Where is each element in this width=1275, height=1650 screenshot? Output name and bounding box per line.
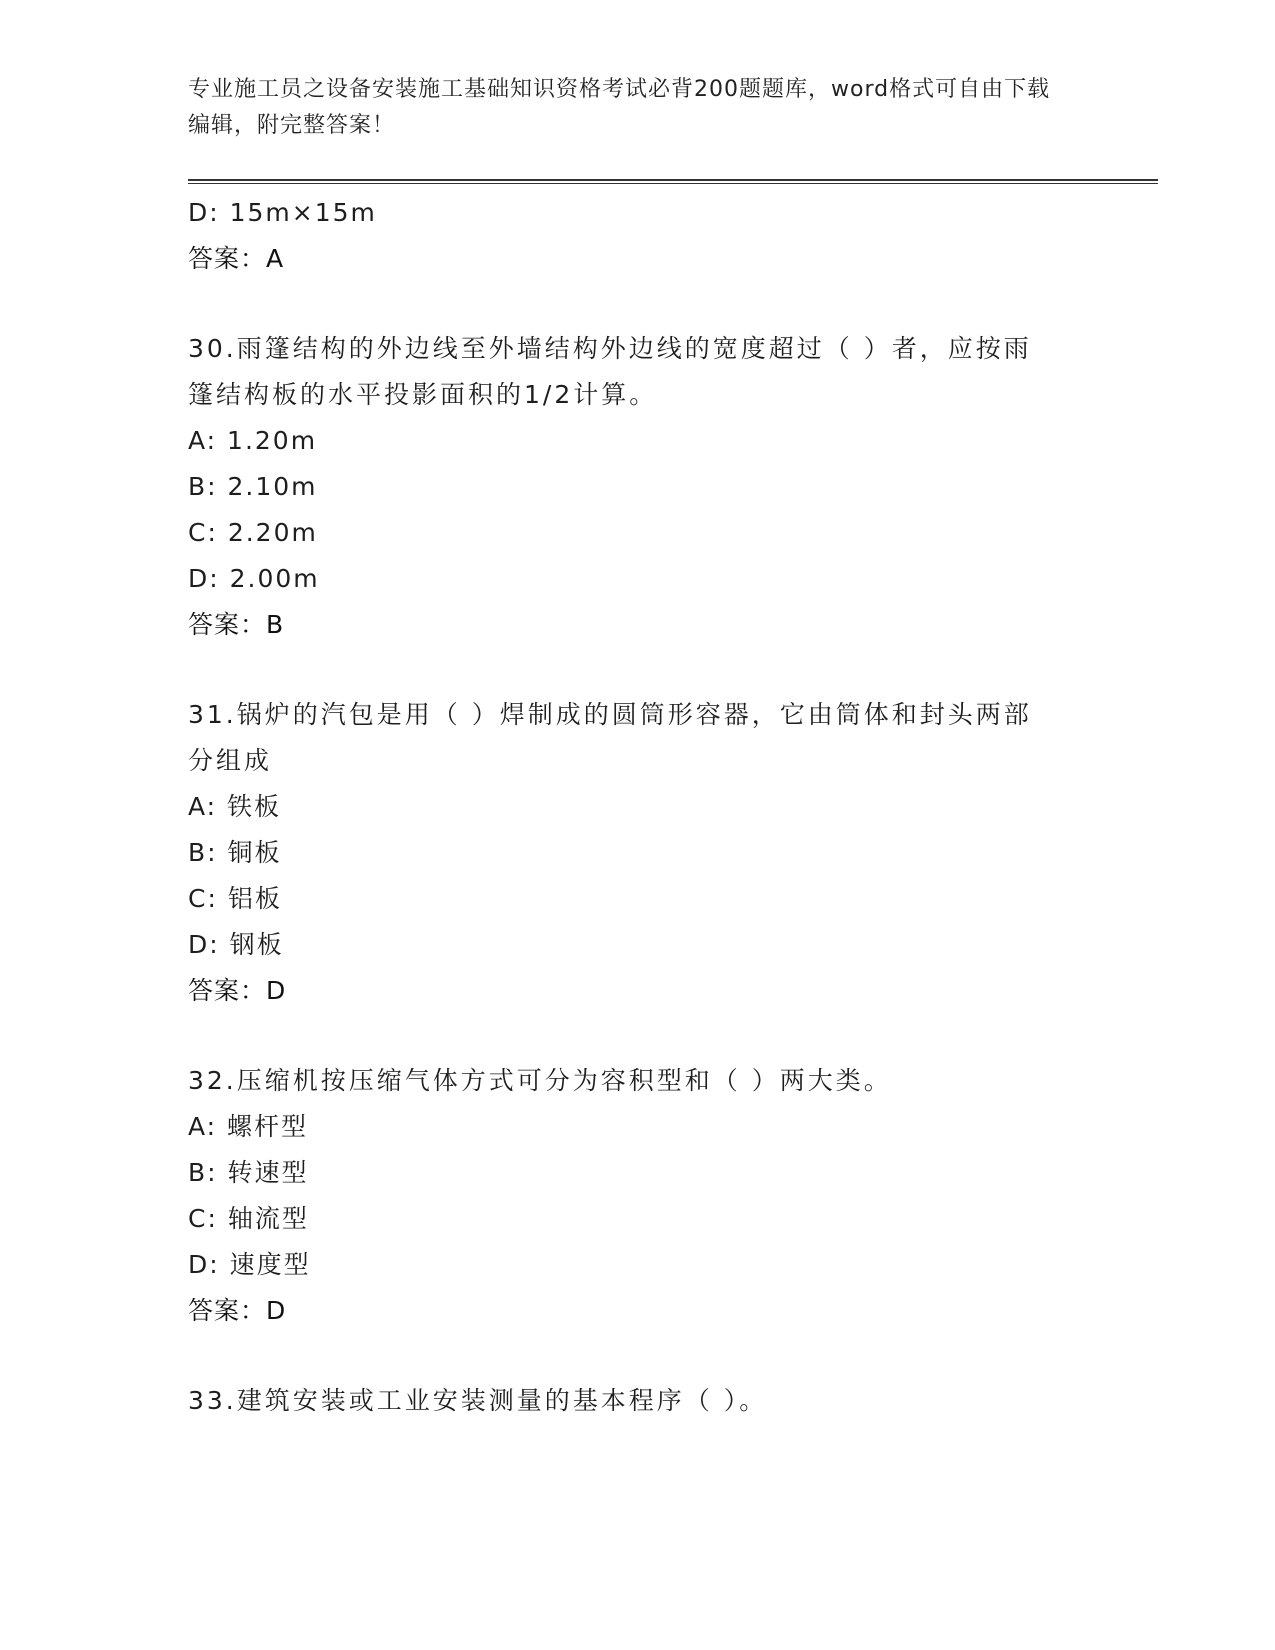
question-33 [188,1378,1068,1424]
option-a: A: 1.20m [188,426,318,455]
prev-answer: 答案：A [188,244,285,273]
option-d: D: 速度型 [188,1250,311,1279]
header-divider [188,179,1158,184]
question-30 [188,326,1068,648]
question-31 [188,692,1068,1014]
option-a: A: 螺杆型 [188,1112,309,1141]
question-stem: 33.建筑安装或工业安装测量的基本程序（ ）。 [188,1386,768,1415]
option-c: C: 轴流型 [188,1204,309,1233]
option-b: B: 铜板 [188,838,282,867]
question-32 [188,1058,1068,1334]
option-d: D: 2.00m [188,564,320,593]
prev-option-d: D: 15m×15m [188,198,377,227]
option-c: C: 铝板 [188,884,282,913]
option-b: B: 2.10m [188,472,318,501]
question-stem: 31.锅炉的汽包是用（ ）焊制成的圆筒形容器，它由筒体和封头两部 [188,700,1032,729]
option-a: A: 铁板 [188,792,282,821]
question-stem: 篷结构板的水平投影面积的1/2计算。 [188,380,658,409]
question-stem: 分组成 [188,746,273,775]
answer: 答案：B [188,610,285,639]
question-stem: 32.压缩机按压缩气体方式可分为容积型和（ ）两大类。 [188,1066,892,1095]
document-title: 专业施工员之设备安装施工基础知识资格考试必背200题题库，word格式可自由下载编辑，附完整答案！ [188,77,1051,138]
option-b: B: 转速型 [188,1158,309,1187]
option-d: D: 钢板 [188,930,284,959]
answer: 答案：D [188,976,287,1005]
question-stem: 30.雨篷结构的外边线至外墙结构外边线的宽度超过（ ）者，应按雨 [188,334,1032,363]
answer: 答案：D [188,1296,287,1325]
document-body [188,190,1068,1424]
option-c: C: 2.20m [188,518,318,547]
